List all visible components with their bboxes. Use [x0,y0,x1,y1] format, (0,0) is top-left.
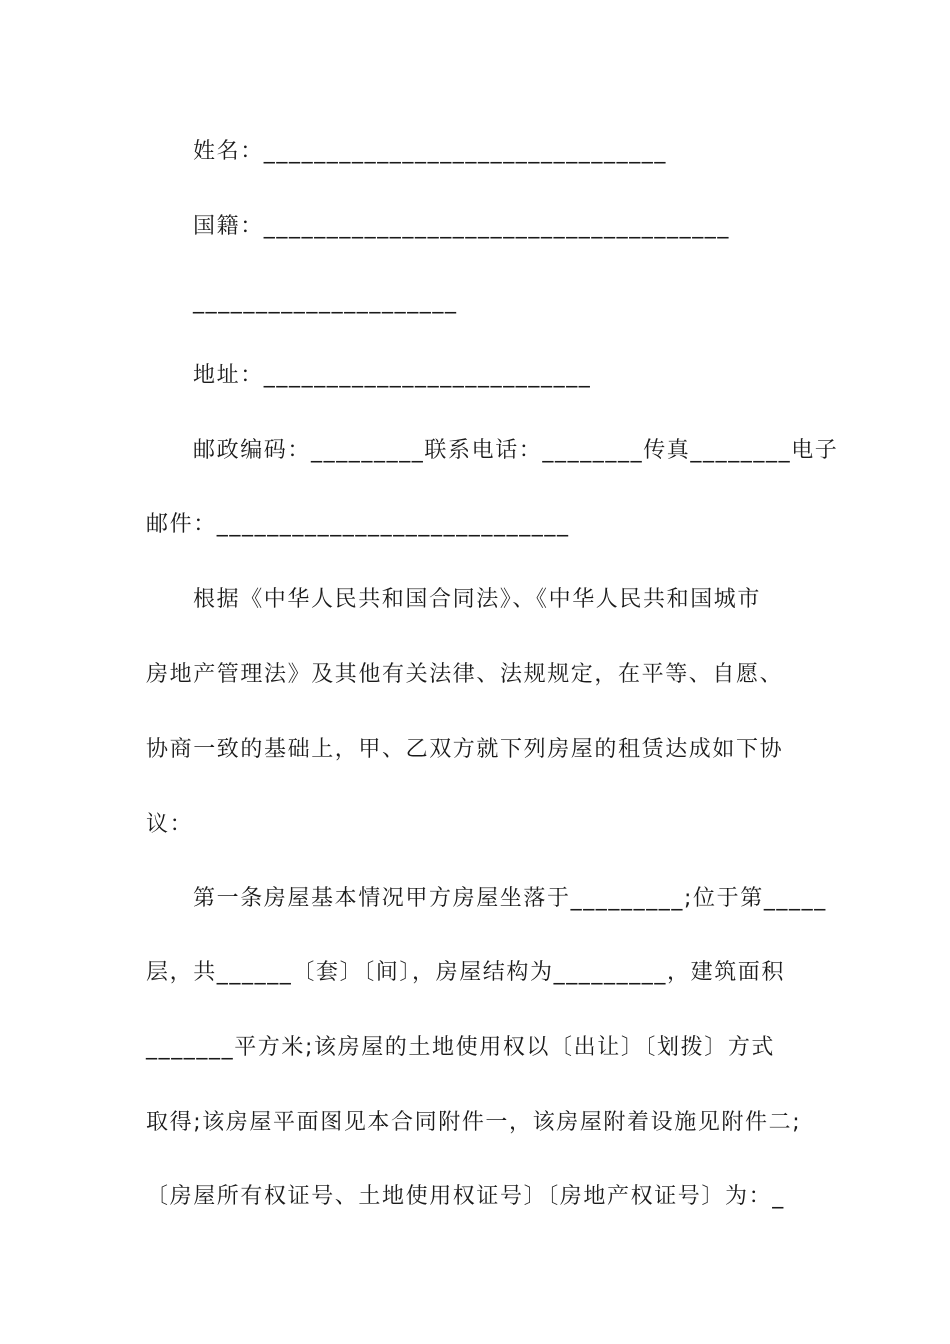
blank-field-line: _____________________ [193,289,458,314]
preamble-line-1: 根据《中华人民共和国合同法》、《中华人民共和国城市 [193,587,762,612]
preamble-line-3: 协商一致的基础上，甲、乙双方就下列房屋的租赁达成如下协 [146,737,784,762]
preamble-line-4: 议： [146,812,194,837]
contact-line-2: 邮件：____________________________ [146,512,570,537]
name-field-line: 姓名：________________________________ [193,139,667,164]
article1-line-4: 取得;该房屋平面图见本合同附件一，该房屋附着设施见附件二; [146,1110,802,1135]
address-field-line: 地址：__________________________ [193,363,592,388]
nationality-field-line: 国籍：_____________________________________ [193,214,730,239]
article1-line-5: 〔房屋所有权证号、土地使用权证号〕〔房地产权证号〕为：_ [146,1184,785,1209]
article1-line-3: _______平方米;该房屋的土地使用权以〔出让〕〔划拨〕方式 [146,1035,776,1060]
article1-line-2: 层，共______〔套〕〔间〕，房屋结构为_________，建筑面积 [146,960,786,985]
contact-line-1: 邮政编码：_________联系电话：________传真________电子 [193,438,839,463]
preamble-line-2: 房地产管理法》及其他有关法律、法规规定，在平等、自愿、 [146,662,784,687]
article1-line-1: 第一条房屋基本情况甲方房屋坐落于_________;位于第_____ [193,886,827,911]
